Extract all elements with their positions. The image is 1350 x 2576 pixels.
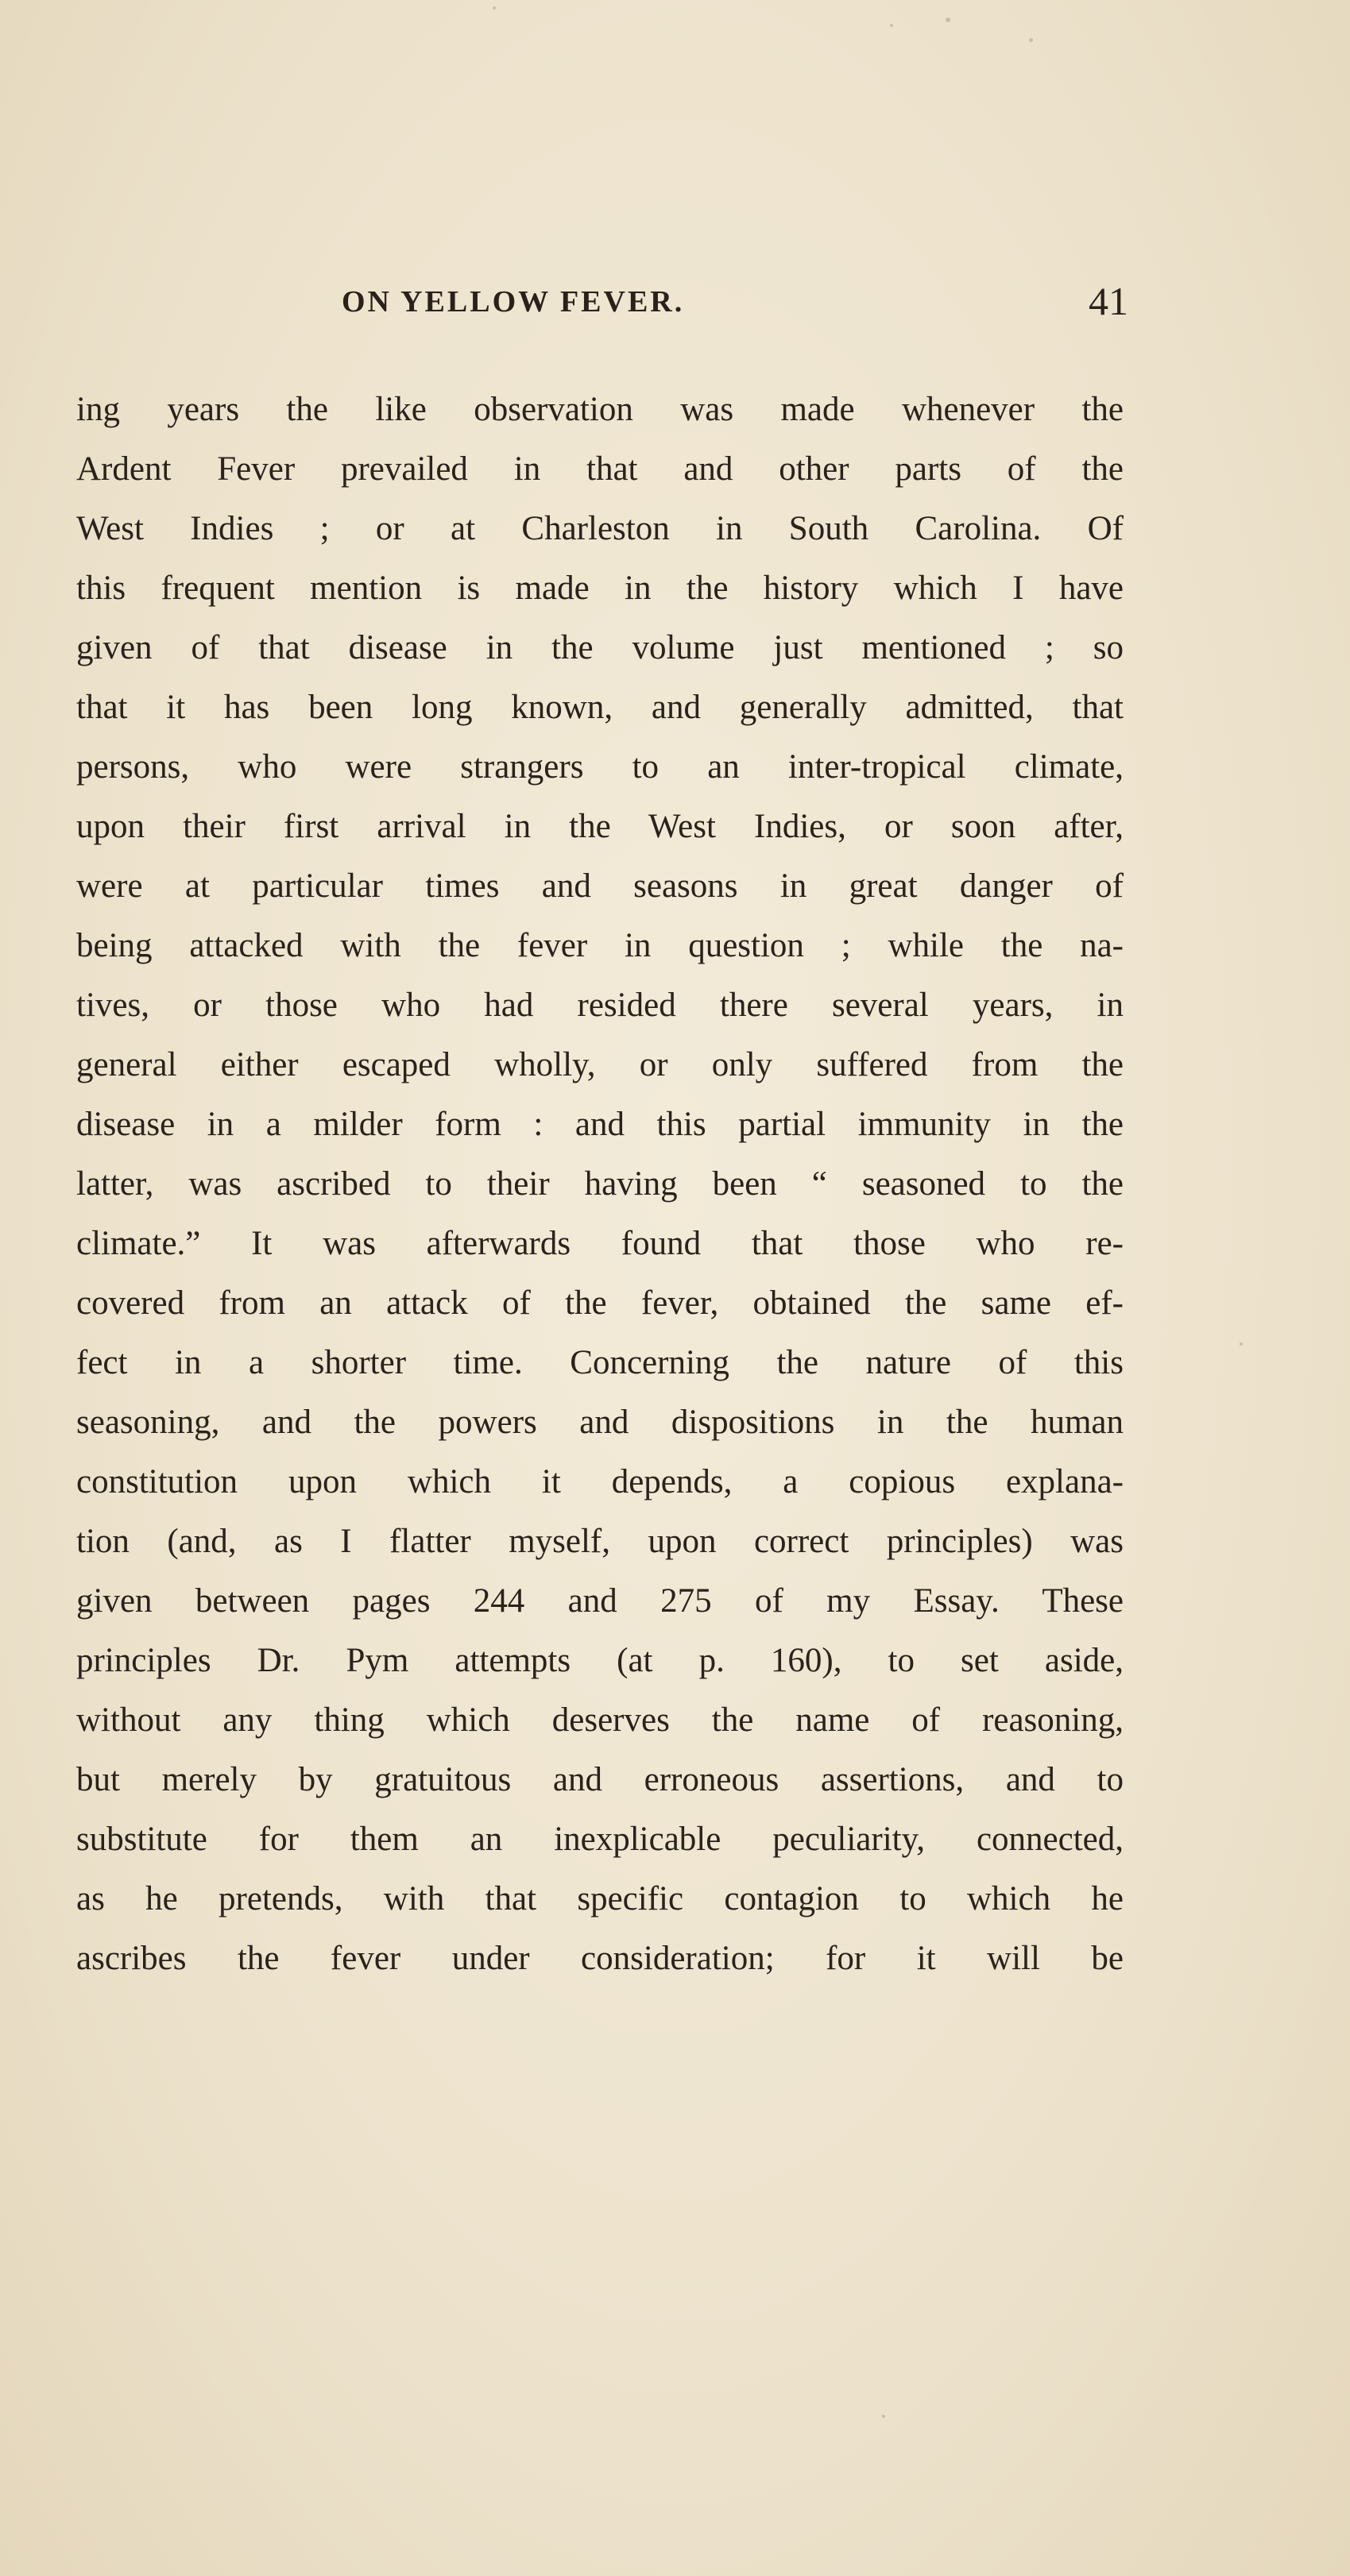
text-line: ing years the like observation was made whenever the xyxy=(76,391,1124,428)
page-header xyxy=(79,278,1128,334)
text-line: substitute for them an inexplicable peculiarity, connected, xyxy=(76,1821,1124,1858)
text-line: without any thing which deserves the name of reasoning, xyxy=(76,1701,1124,1739)
text-line: West Indies ; or at Charleston in South Carolina. Of xyxy=(76,510,1124,547)
body-text xyxy=(76,380,1124,1988)
text-line: seasoning, and the powers and dispositions in the human xyxy=(76,1404,1124,1441)
paper-speck xyxy=(1029,38,1033,42)
text-line: being attacked with the fever in question ; while the na- xyxy=(76,927,1124,964)
text-line: fect in a shorter time. Concerning the nature of this xyxy=(76,1344,1124,1381)
text-line: that it has been long known, and generally admitted, that xyxy=(76,689,1124,726)
page-number: 41 xyxy=(1089,279,1128,323)
paper-speck xyxy=(946,17,950,22)
text-line: latter, was ascribed to their having been “ seasoned to the xyxy=(76,1165,1124,1203)
text-line: disease in a milder form : and this partial immunity in the xyxy=(76,1106,1124,1143)
running-title: ON YELLOW FEVER. xyxy=(342,285,685,319)
text-line: as he pretends, with that specific contagion to which he xyxy=(76,1880,1124,1918)
text-line: ascribes the fever under consideration; for it will be xyxy=(76,1940,1124,1977)
text-line: tives, or those who had resided there several years, in xyxy=(76,987,1124,1024)
text-line: given between pages 244 and 275 of my Essay. These xyxy=(76,1582,1124,1620)
text-line: given of that disease in the volume just mentioned ; so xyxy=(76,629,1124,666)
paper-speck xyxy=(1240,1342,1243,1346)
text-line: constitution upon which it depends, a copious explana- xyxy=(76,1463,1124,1500)
text-line: Ardent Fever prevailed in that and other parts of the xyxy=(76,450,1124,488)
text-line: were at particular times and seasons in great danger of xyxy=(76,867,1124,905)
paper-speck xyxy=(493,6,496,10)
text-line: tion (and, as I flatter myself, upon correct principles) was xyxy=(76,1523,1124,1560)
text-line: climate.” It was afterwards found that those who re- xyxy=(76,1225,1124,1262)
text-line: general either escaped wholly, or only suffered from the xyxy=(76,1046,1124,1083)
text-line: this frequent mention is made in the history which I have xyxy=(76,570,1124,607)
text-line: principles Dr. Pym attempts (at p. 160), to set aside, xyxy=(76,1642,1124,1679)
text-line: covered from an attack of the fever, obtained the same ef- xyxy=(76,1284,1124,1322)
text-line: upon their first arrival in the West Indies, or soon after, xyxy=(76,808,1124,845)
text-line: but merely by gratuitous and erroneous assertions, and to xyxy=(76,1761,1124,1798)
paper-speck xyxy=(890,24,893,27)
text-line: persons, who were strangers to an inter-tropical climate, xyxy=(76,748,1124,786)
paper-speck xyxy=(882,2415,885,2418)
